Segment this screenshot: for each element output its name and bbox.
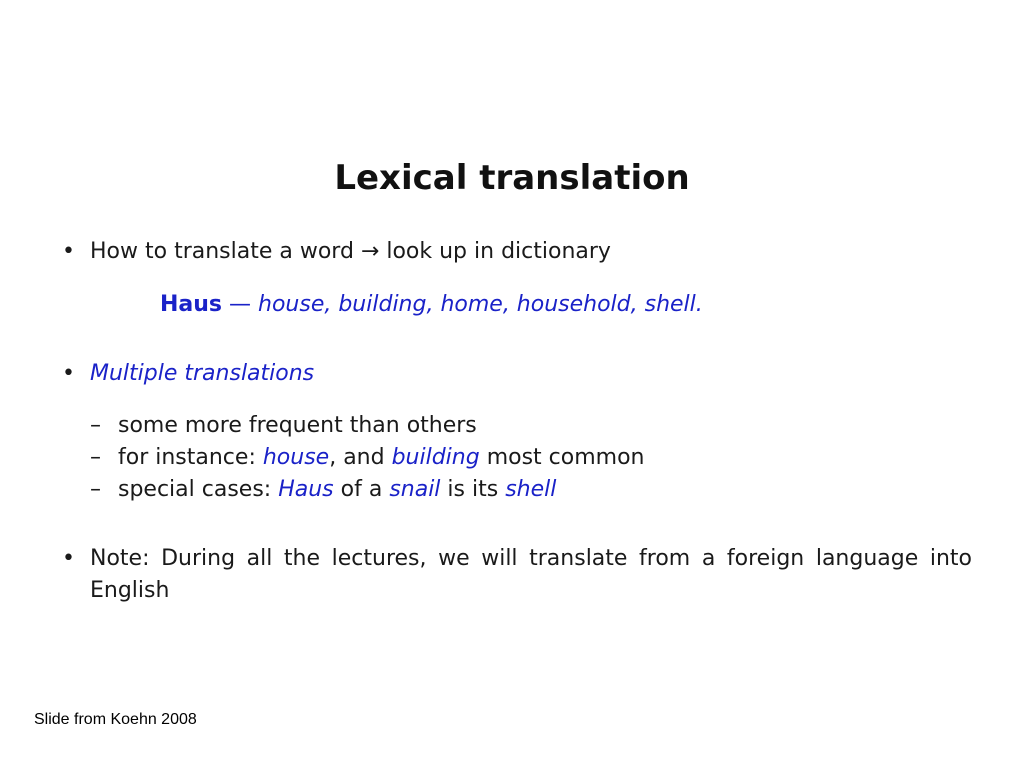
slide-footer-credit: Slide from Koehn 2008	[34, 711, 197, 728]
sub-item-instance-prefix: for instance:	[118, 445, 263, 470]
word-haus: Haus	[278, 477, 334, 502]
sub-item-frequent-text: some more frequent than others	[118, 413, 477, 438]
sub-list	[90, 410, 645, 506]
word-building: building	[391, 445, 480, 470]
dictionary-translations: house, building, home, household, shell.	[258, 292, 703, 317]
dash-icon: –	[90, 445, 101, 470]
dash-icon: –	[90, 477, 101, 502]
bullet-note-text: Note: During all the lectures, we will translate from a foreign language into English	[90, 546, 972, 603]
sub-item-instance-suffix: most common	[479, 445, 645, 470]
sub-item-instance-mid: , and	[329, 445, 392, 470]
bullet-lookup-text-b: look up in dictionary	[379, 239, 611, 264]
bullet-lookup	[62, 236, 611, 268]
bullet-multiple	[62, 358, 314, 390]
slide-title: Lexical translation	[334, 158, 690, 198]
bullet-multiple-text: Multiple translations	[90, 361, 315, 386]
bullet-icon: •	[62, 361, 75, 386]
bullet-icon: •	[62, 239, 75, 264]
sub-item-frequent	[90, 410, 645, 442]
dash-icon: –	[90, 413, 101, 438]
word-house: house	[262, 445, 330, 470]
sub-item-special	[90, 474, 645, 506]
dictionary-headword: Haus	[160, 292, 223, 317]
word-snail: snail	[389, 477, 441, 502]
dictionary-entry	[160, 289, 703, 321]
bullet-lookup-text-a: How to translate a word	[90, 239, 361, 264]
sub-item-special-mid2: is its	[440, 477, 506, 502]
sub-item-instance	[90, 442, 645, 474]
dictionary-dash: —	[222, 292, 259, 317]
sub-item-special-mid1: of a	[333, 477, 390, 502]
right-arrow-icon: →	[360, 239, 380, 264]
sub-item-special-prefix: special cases:	[118, 477, 279, 502]
bullet-icon: •	[62, 546, 75, 571]
bullet-note	[62, 543, 972, 607]
word-shell: shell	[505, 477, 557, 502]
